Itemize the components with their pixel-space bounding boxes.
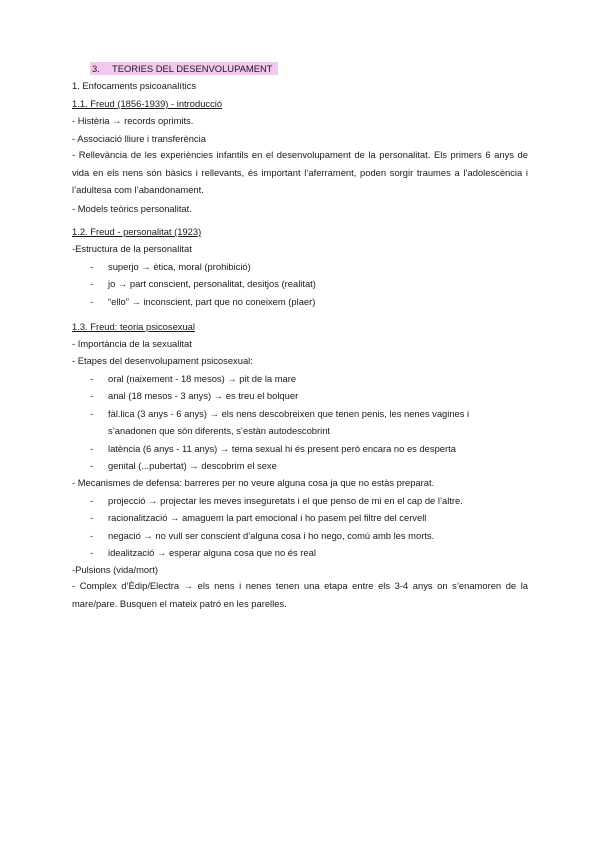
- stage-item: - genital (...pubertat) → descobrim el sexe: [90, 460, 277, 471]
- subsection-1-3-title: 1.3. Freud: teoria psicosexual: [72, 321, 195, 332]
- section-title: TEORIES DEL DESENVOLUPAMENT: [112, 63, 273, 74]
- stage-item: - latència (6 anys - 11 anys) → tema sexual hi és present però encara no es desperta: [90, 443, 456, 454]
- list-item: - Associació lliure i transferència: [72, 133, 206, 144]
- defense-item: - racionalització → amaguem la part emocional i ho pasem pel filtre del cervell: [90, 512, 427, 523]
- list-intro: -Estructura de la personalitat: [72, 243, 192, 254]
- list-intro: - Etapes del desenvolupament psicosexual:: [72, 355, 253, 366]
- list-item: - Models teòrics personalitat.: [72, 203, 192, 214]
- defense-item: - idealització → esperar alguna cosa que no és real: [90, 547, 316, 558]
- list-item: - superjo → ètica, moral (prohibició): [90, 261, 251, 272]
- list-item: - “ello” → inconscient, part que no coneixem (plaer): [90, 296, 316, 307]
- subsection-1-1-title: 1.1. Freud (1856-1939) - introducció: [72, 98, 223, 109]
- list-item: - Histèria → records oprimits.: [72, 115, 194, 126]
- defense-item: - negació → no vull ser conscient d’alguna cosa i ho nego, comú amb les morts.: [90, 530, 435, 541]
- list-item: - Importància de la sexualitat: [72, 338, 192, 349]
- stage-item-continuation: s’anadonen que són diferents, s’estàn autodescobrint: [108, 425, 331, 436]
- defense-item: - projecció → projectar les meves inseguretats i el que penso de mi en el cap de l’altre.: [90, 495, 463, 506]
- stage-item: - fàl.lica (3 anys - 6 anys) → els nens descobreixen que tenen penis, les nenes vagines i: [90, 408, 470, 419]
- section-number: 3.: [92, 63, 100, 74]
- subsection-title: 1. Enfocaments psicoanalítics: [72, 80, 197, 91]
- list-intro: - Mecanismes de defensa: barreres per no veure alguna cosa ja que no estàs preparat.: [72, 477, 435, 488]
- section-heading: [90, 63, 278, 75]
- section-heading-highlight: [90, 62, 278, 75]
- stage-item: - oral (naixement - 18 mesos) → pit de la mare: [90, 373, 297, 384]
- stage-item: - anal (18 mesos - 3 anys) → es treu el bolquer: [90, 390, 299, 401]
- paragraph: - Complex d’Èdip/Electra → els nens i nenes tenen una etapa entre els 3-4 anys on s’enamoren de la mare/pare. Busquen el mateix patró en les parelles.: [72, 580, 528, 609]
- list-item: -Pulsions (vida/mort): [72, 564, 158, 575]
- subsection-1-2-title: 1.2. Freud - personalitat (1923): [72, 226, 202, 237]
- paragraph: - Rellevància de les experiències infantils en el desenvolupament de la personalitat. Els primers 6 anys de vida en els nens són bàsics i rellevants, és important l’aferrament, poden sorgir traumes a l’adolescència i l’adultesa com l’abandonament.: [72, 149, 528, 195]
- list-item: - jo → part conscient, personalitat, desitjos (realitat): [90, 278, 316, 289]
